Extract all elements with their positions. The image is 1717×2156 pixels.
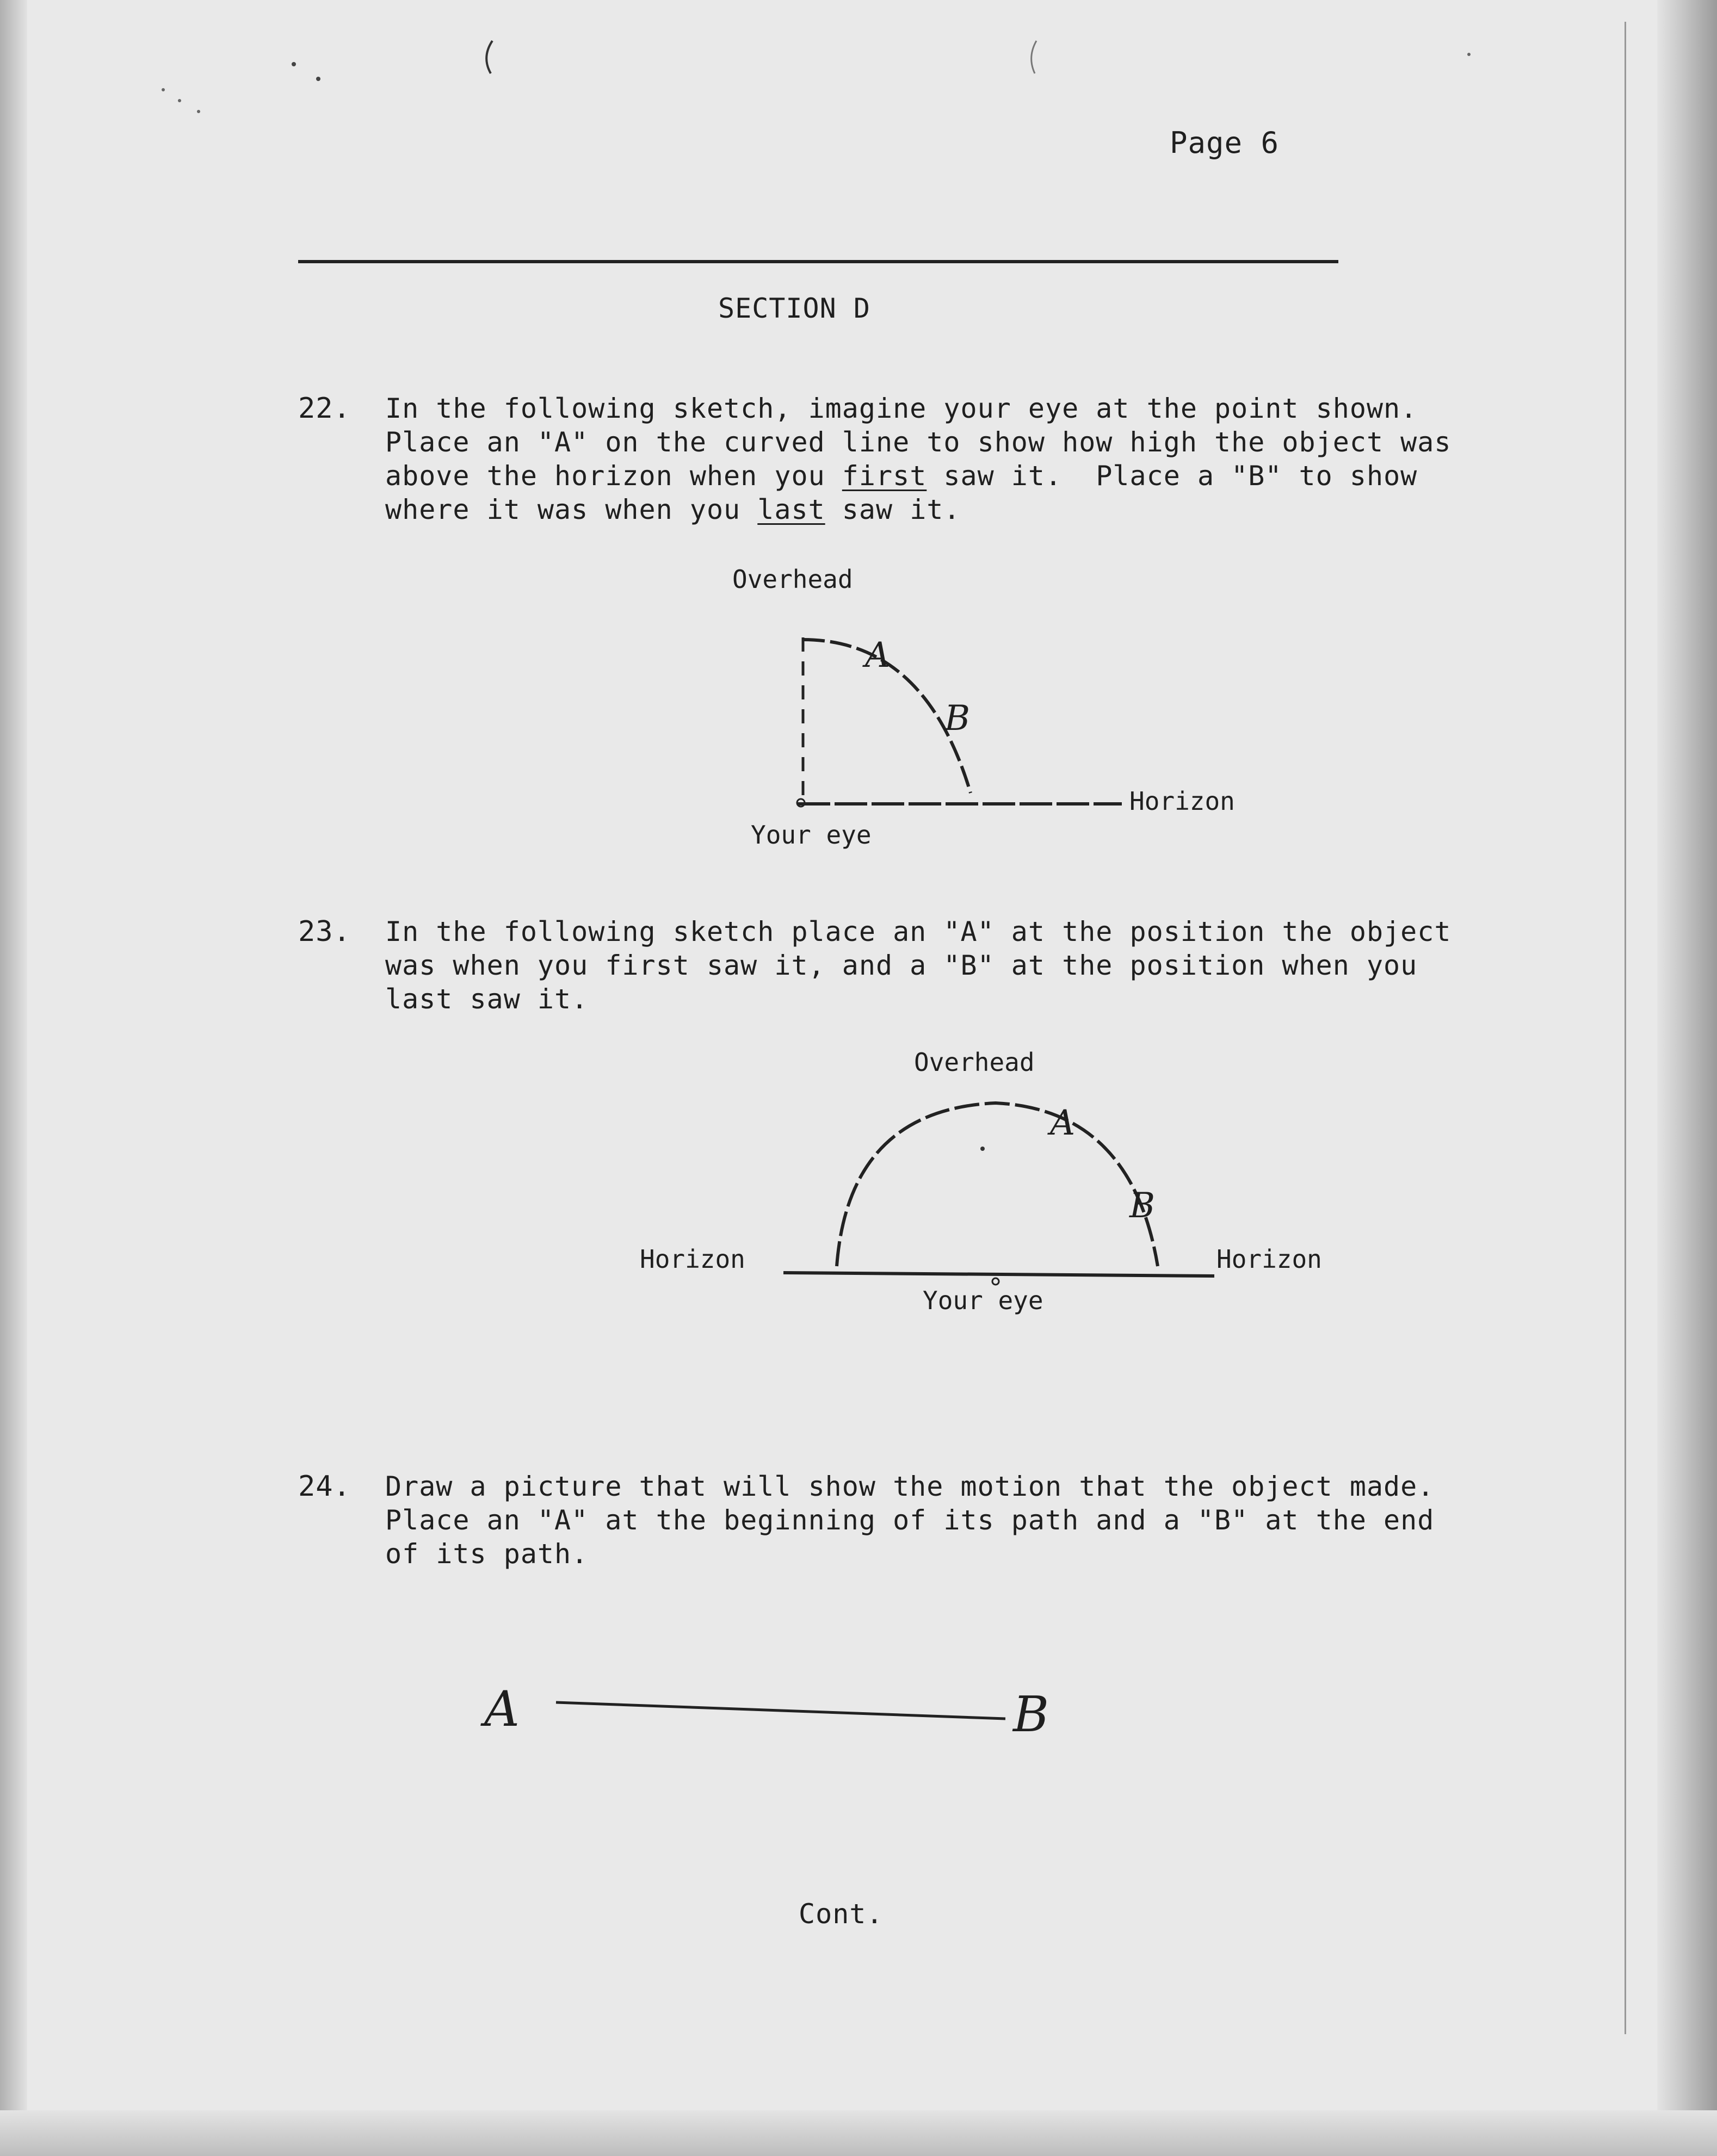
q24-number: 24. xyxy=(298,1470,351,1503)
q23-eye-label: Your eye xyxy=(923,1286,1043,1315)
q22-handwritten-a: A xyxy=(865,635,891,676)
q23-line: In the following sketch place an "A" at the position the object xyxy=(385,916,1452,947)
q24-handwritten-b: B xyxy=(1013,1686,1049,1743)
q23-number: 23. xyxy=(298,915,351,948)
q22-line4-pre: where it was when you xyxy=(385,494,758,525)
q22-emphasis-first: first xyxy=(842,460,927,492)
q23-horizon-left-label: Horizon xyxy=(640,1244,745,1274)
q23-line: was when you first saw it, and a "B" at the position when you xyxy=(385,950,1418,981)
q22-line3-post: saw it. Place a "B" to show xyxy=(927,460,1418,492)
q22-emphasis-last: last xyxy=(757,494,825,525)
page-number: Page 6 xyxy=(1170,126,1280,160)
q22-overhead-label: Overhead xyxy=(732,565,853,594)
q22-eye-label: Your eye xyxy=(751,820,872,850)
q24-handwritten-a: A xyxy=(484,1681,520,1738)
continued-label: Cont. xyxy=(799,1898,884,1930)
q24-line: Place an "A" at the beginning of its path and a "B" at the end xyxy=(385,1504,1435,1536)
q23-handwritten-a: A xyxy=(1050,1103,1076,1143)
q22-line: In the following sketch, imagine your eye at the point shown. xyxy=(385,393,1418,424)
q24-line: of its path. xyxy=(385,1538,589,1570)
q22-line: Place an "A" on the curved line to show how high the object was xyxy=(385,426,1452,458)
q23-handwritten-b: B xyxy=(1129,1186,1156,1226)
q23-line: last saw it. xyxy=(385,983,589,1015)
q22-horizon-label: Horizon xyxy=(1129,786,1235,816)
q24-line: Draw a picture that will show the motion that the object made. xyxy=(385,1471,1435,1502)
q24-path-line xyxy=(556,1702,1005,1719)
q22-line4-post: saw it. xyxy=(825,494,961,525)
q22-handwritten-b: B xyxy=(944,698,971,739)
q22-number: 22. xyxy=(298,392,351,425)
q23-overhead-label: Overhead xyxy=(914,1048,1035,1077)
section-title: SECTION D xyxy=(718,293,870,324)
q22-line3-pre: above the horizon when you xyxy=(385,460,842,492)
q23-horizon-right-label: Horizon xyxy=(1216,1244,1322,1274)
